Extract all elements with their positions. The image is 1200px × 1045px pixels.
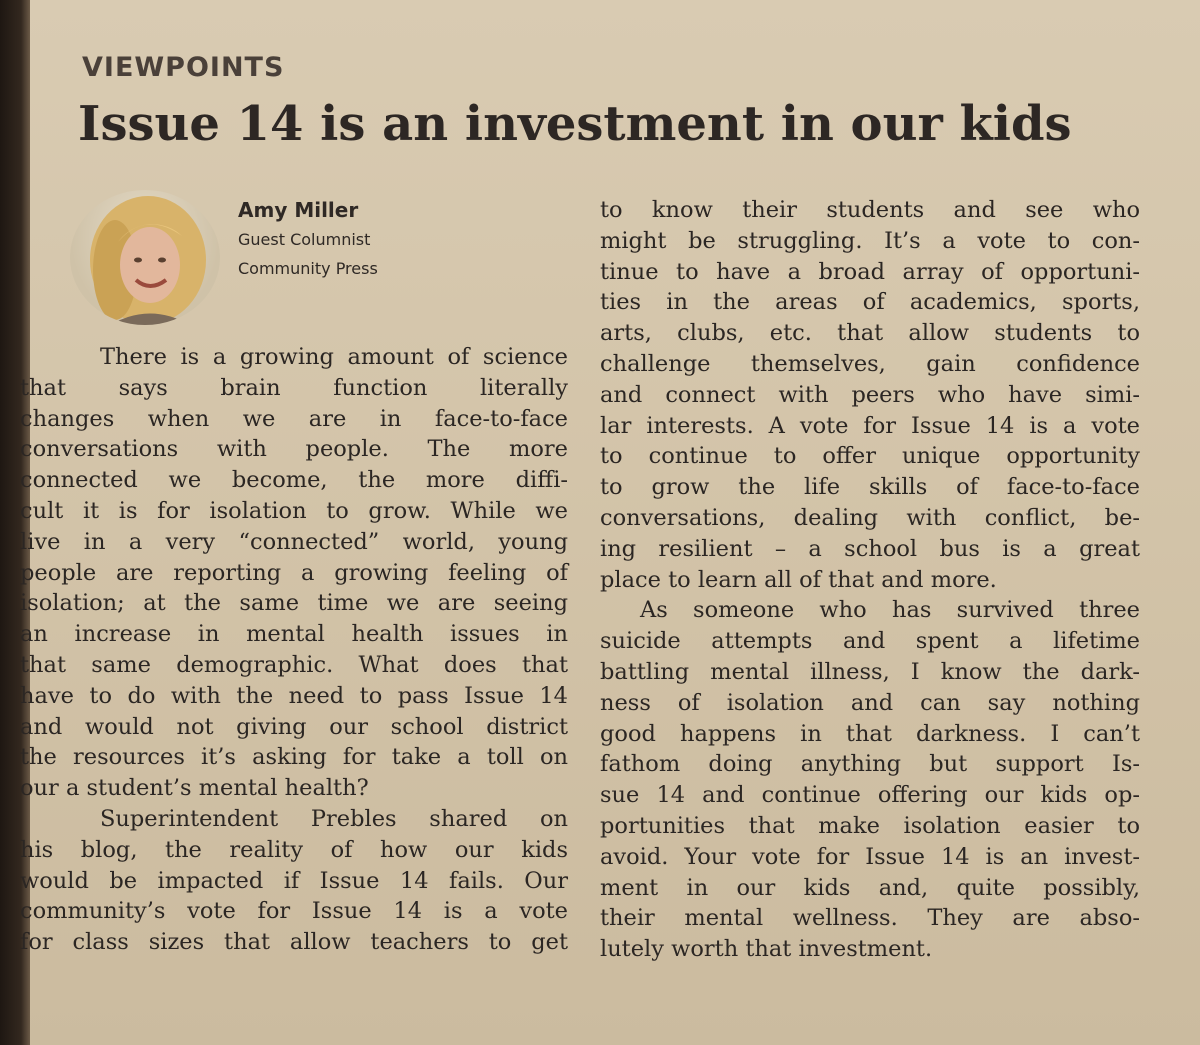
article-line: and would not giving our school district <box>20 713 568 740</box>
article-line: challenge themselves, gain confidence <box>600 350 1140 377</box>
article-line: cult it is for isolation to grow. While we <box>20 497 568 524</box>
article-line: conversations with people. The more <box>20 436 568 463</box>
article-line: to know their students and see who <box>600 197 1140 223</box>
article-line: that same demographic. What does that <box>20 651 568 678</box>
article-column-2 <box>600 195 1140 965</box>
article-line: our a student’s mental health? <box>20 775 369 802</box>
article-line: an increase in mental health issues in <box>20 621 568 648</box>
article-line: that says brain function literally <box>20 374 568 401</box>
article-line: conversations, dealing with conflict, be- <box>600 504 1140 531</box>
byline <box>238 198 378 288</box>
author-name: Amy Miller <box>238 198 359 222</box>
article-line: ties in the areas of academics, sports, <box>600 289 1140 316</box>
article-line: portunities that make isolation easier to <box>600 812 1140 839</box>
article-line: his blog, the reality of how our kids <box>20 836 568 863</box>
article-line: for class sizes that allow teachers to get <box>20 929 568 956</box>
article-line: suicide attempts and spent a lifetime <box>600 628 1140 655</box>
article-line: lar interests. A vote for Issue 14 is a vote <box>600 412 1140 439</box>
author-role: Guest Columnist <box>238 230 371 249</box>
article-line: ment in our kids and, quite possibly, <box>600 874 1140 901</box>
article-line: lutely worth that investment. <box>600 936 933 963</box>
article-line: to continue to offer unique opportunity <box>600 443 1140 470</box>
headline: Issue 14 is an investment in our kids <box>78 96 1072 152</box>
article-line: changes when we are in face-to-face <box>20 405 568 432</box>
article-line: There is a growing amount of science <box>100 344 568 370</box>
article-line: battling mental illness, I know the dark- <box>600 658 1140 685</box>
article-line: live in a very “connected” world, young <box>20 528 568 555</box>
article-line: sue 14 and continue offering our kids op- <box>600 782 1140 809</box>
article-line: ing resilient – a school bus is a great <box>600 535 1140 562</box>
article-line: to grow the life skills of face-to-face <box>600 474 1140 501</box>
article-line: the resources it’s asking for take a toll on <box>20 744 568 771</box>
article-line: and connect with peers who have simi- <box>600 381 1140 408</box>
section-label: VIEWPOINTS <box>82 52 285 83</box>
article-line: Superintendent Prebles shared on <box>100 805 568 832</box>
article-line: have to do with the need to pass Issue 14 <box>20 682 568 709</box>
article-line: their mental wellness. They are abso- <box>600 905 1140 932</box>
article-line: place to learn all of that and more. <box>600 566 997 593</box>
article-line: arts, clubs, etc. that allow students to <box>600 320 1140 347</box>
article-line: people are reporting a growing feeling of <box>20 559 568 586</box>
article-line: isolation; at the same time we are seeing <box>20 590 568 617</box>
article-line: As someone who has survived three <box>640 597 1140 624</box>
article-line: ness of isolation and can say nothing <box>600 689 1140 716</box>
article-line: community’s vote for Issue 14 is a vote <box>20 898 568 925</box>
author-outlet: Community Press <box>238 259 378 278</box>
article-line: would be impacted if Issue 14 fails. Our <box>20 867 568 894</box>
article-line: might be struggling. It’s a vote to con- <box>600 227 1140 254</box>
article-line: fathom doing anything but support Is- <box>600 751 1140 778</box>
author-portrait-icon <box>70 190 220 325</box>
article-line: tinue to have a broad array of opportuni- <box>600 258 1140 285</box>
article-line: good happens in that darkness. I can’t <box>600 720 1140 747</box>
article-column-1 <box>20 342 568 958</box>
article-line: connected we become, the more diffi- <box>20 467 568 494</box>
article-line: avoid. Your vote for Issue 14 is an invest- <box>600 843 1140 870</box>
author-photo <box>70 190 220 325</box>
